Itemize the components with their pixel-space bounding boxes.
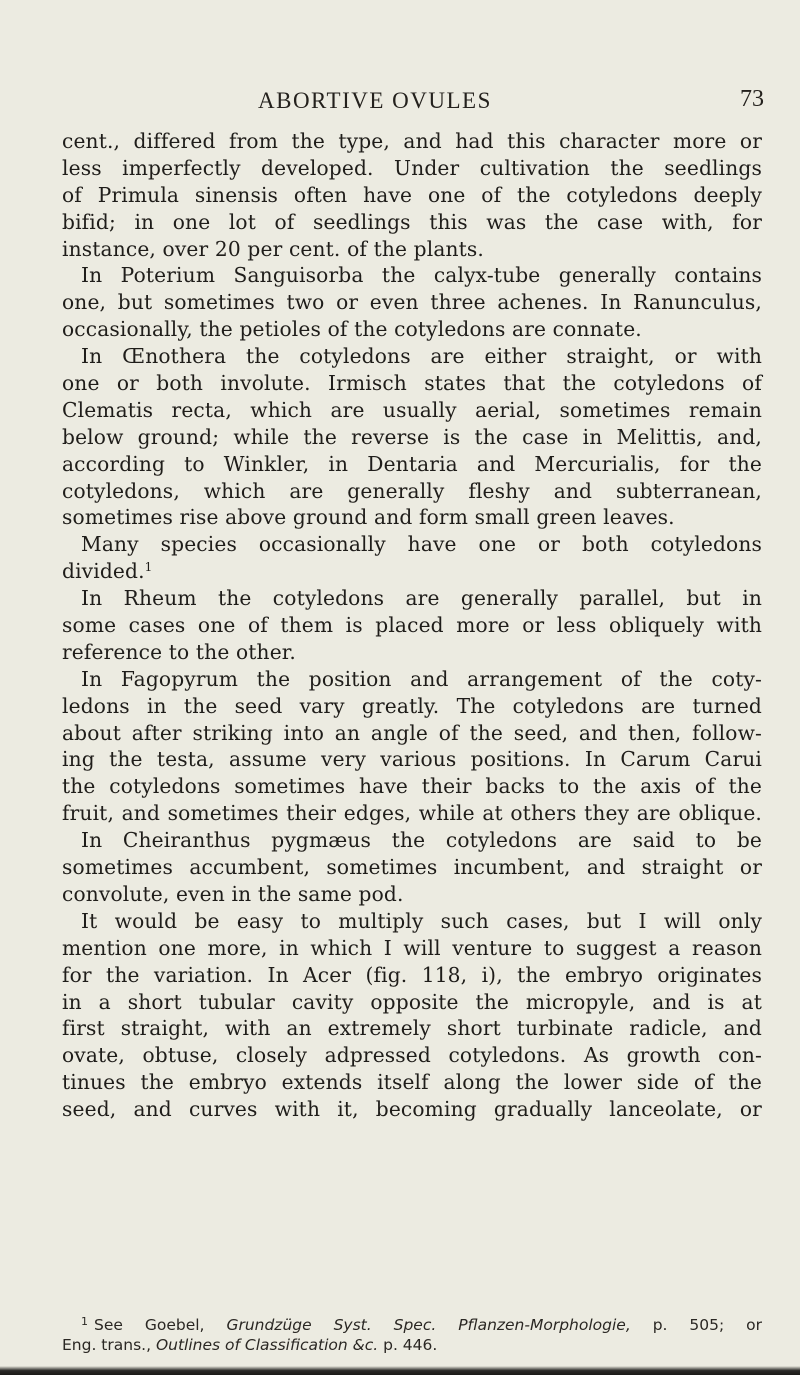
text-line: sometimes accumbent, sometimes incumbent, and straight or bbox=[62, 855, 762, 880]
text-line-content: divided. bbox=[62, 559, 145, 584]
text-line: about after striking into an angle of the seed, and then, follow- bbox=[62, 720, 762, 745]
text-line: In Cheiranthus pygmæus the cotyledons are said to be bbox=[81, 828, 762, 853]
page-bottom-edge bbox=[0, 1366, 800, 1375]
text-line: sometimes rise above ground and form small green leaves. bbox=[62, 505, 675, 530]
footnote-mark: 1 bbox=[81, 1315, 88, 1328]
text-line: one, but sometimes two or even three achenes. In Ranunculus, bbox=[62, 290, 762, 315]
text-line: mention one more, in which I will venture to suggest a reason bbox=[62, 935, 762, 960]
text-line: according to Winkler, in Dentaria and Mercurialis, for the bbox=[62, 451, 762, 476]
text-line: ledons in the seed vary greatly. The cotyledons are turned bbox=[62, 693, 762, 718]
footnote-text: Eng. trans., bbox=[62, 1335, 156, 1354]
text-line: first straight, with an extremely short turbinate radicle, and bbox=[62, 1016, 762, 1041]
text-line: convolute, even in the same pod. bbox=[62, 881, 404, 906]
text-line: for the variation. In Acer (fig. 118, i), the embryo originates bbox=[62, 962, 762, 987]
text-line: reference to the other. bbox=[62, 639, 296, 664]
text-line: of Primula sinensis often have one of the cotyledons deeply bbox=[62, 182, 762, 207]
text-line: Clematis recta, which are usually aerial, sometimes remain bbox=[62, 397, 762, 422]
footnote-line bbox=[62, 1316, 762, 1336]
footnote-work-title: Grundzüge Syst. Spec. Pflanzen-Morphologie, bbox=[226, 1316, 631, 1334]
text-line: cent., differed from the type, and had this character more or bbox=[62, 129, 762, 153]
text-line: Many species occasionally have one or both cotyledons bbox=[81, 532, 762, 557]
footnote-text: p. 446. bbox=[378, 1335, 438, 1354]
text-line: in a short tubular cavity opposite the micropyle, and is at bbox=[62, 989, 762, 1014]
text-line: It would be easy to multiply such cases, but I will only bbox=[81, 908, 762, 933]
footnote-reference: 1 bbox=[144, 560, 153, 575]
text-line: In Fagopyrum the position and arrangement of the coty- bbox=[81, 666, 762, 691]
running-title: ABORTIVE OVULES bbox=[258, 88, 492, 113]
page-number: 73 bbox=[740, 86, 764, 112]
body-text bbox=[62, 128, 762, 1123]
text-line: In Poterium Sanguisorba the calyx-tube generally contains bbox=[81, 263, 762, 288]
text-line: below ground; while the reverse is the case in Melittis, and, bbox=[62, 424, 762, 449]
text-line: tinues the embryo extends itself along the lower side of the bbox=[62, 1070, 762, 1095]
footnote bbox=[62, 1316, 762, 1355]
footnote-work-title: Outlines of Classification &c. bbox=[155, 1335, 379, 1354]
text-line: In Œnothera the cotyledons are either straight, or with bbox=[81, 344, 762, 369]
text-line: ovate, obtuse, closely adpressed cotyledons. As growth con- bbox=[62, 1043, 762, 1068]
text-line: the cotyledons sometimes have their backs to the axis of the bbox=[62, 774, 762, 799]
text-line bbox=[62, 558, 762, 585]
text-line: instance, over 20 per cent. of the plants. bbox=[62, 236, 484, 261]
text-line: fruit, and sometimes their edges, while at others they are oblique. bbox=[62, 801, 762, 826]
text-line: cotyledons, which are generally fleshy and subterranean, bbox=[62, 478, 762, 503]
footnote-line bbox=[62, 1336, 762, 1356]
text-line: some cases one of them is placed more or less obliquely with bbox=[62, 613, 762, 638]
running-header bbox=[0, 88, 800, 118]
text-line: ing the testa, assume very various positions. In Carum Carui bbox=[62, 747, 762, 772]
text-line: seed, and curves with it, becoming gradually lanceolate, or bbox=[62, 1097, 762, 1122]
text-line: bifid; in one lot of seedlings this was the case with, for bbox=[62, 209, 762, 234]
footnote-text: See Goebel, bbox=[94, 1316, 227, 1334]
footnote-text: p. 505; or bbox=[630, 1316, 763, 1334]
text-line: less imperfectly developed. Under cultivation the seedlings bbox=[62, 155, 762, 180]
text-line: In Rheum the cotyledons are generally parallel, but in bbox=[81, 586, 762, 611]
text-line: occasionally, the petioles of the cotyledons are connate. bbox=[62, 317, 642, 342]
text-line: one or both involute. Irmisch states that the cotyledons of bbox=[62, 371, 762, 396]
